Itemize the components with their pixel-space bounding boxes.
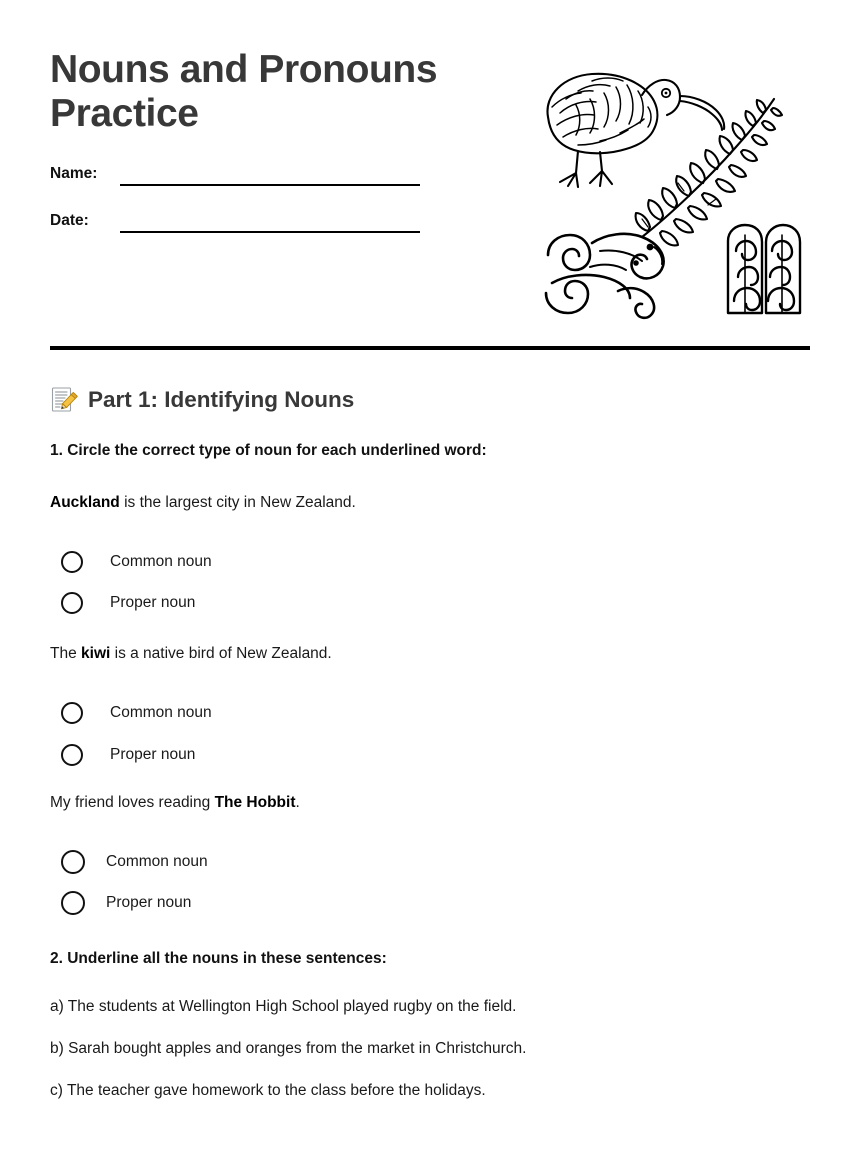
option-label-proper-1: Proper noun: [110, 594, 196, 611]
underline-sentence-c[interactable]: c) The teacher gave homework to the class before the holidays.: [50, 1082, 486, 1099]
date-input-line[interactable]: [120, 211, 420, 233]
underlined-word-3: The Hobbit: [214, 794, 296, 811]
option-row-proper-2[interactable]: [50, 744, 810, 766]
new-zealand-illustration: [530, 55, 820, 320]
memo-icon: [50, 386, 78, 414]
underlined-word-1: Auckland: [50, 494, 120, 511]
question-item-1: [50, 492, 810, 614]
radio-proper-noun-3[interactable]: [61, 891, 85, 915]
page-title: Nouns and Pronouns Practice: [50, 48, 438, 136]
underlined-word-2: kiwi: [81, 645, 111, 662]
question-1-sentence: [50, 492, 810, 514]
option-row-common-1[interactable]: [50, 551, 810, 573]
question-2-prompt: 2. Underline all the nouns in these sentences:: [50, 950, 387, 967]
sentence-tail-2: is a native bird of New Zealand.: [110, 645, 332, 662]
worksheet-page: [50, 0, 810, 1099]
option-label-proper-3: Proper noun: [106, 894, 192, 911]
option-row-common-2[interactable]: [50, 702, 810, 724]
sentence-tail-3: .: [295, 794, 300, 811]
question-1-options: [50, 551, 810, 614]
option-label-common-3: Common noun: [106, 853, 208, 870]
question-3-options: [50, 850, 810, 915]
question-3-sentence: [50, 792, 810, 814]
sentence-lead-3: My friend loves reading: [50, 794, 215, 811]
koru-pattern-left-icon: [546, 234, 664, 318]
radio-proper-noun-2[interactable]: [61, 744, 83, 766]
date-field-row: [50, 211, 430, 233]
radio-common-noun-2[interactable]: [61, 702, 83, 724]
option-label-common-2: Common noun: [110, 704, 212, 721]
underline-sentence-b[interactable]: b) Sarah bought apples and oranges from the market in Christchurch.: [50, 1040, 527, 1057]
option-row-proper-3[interactable]: [50, 891, 810, 915]
option-label-proper-2: Proper noun: [110, 746, 196, 763]
name-label: Name:: [50, 165, 98, 182]
name-field-row: [50, 164, 430, 186]
koru-pattern-right-icon: [728, 225, 800, 313]
question-1-prompt: 1. Circle the correct type of noun for each underlined word:: [50, 442, 487, 459]
part-1-heading: [50, 386, 354, 414]
sentence-lead-2: The: [50, 645, 82, 662]
underline-sentence-a[interactable]: a) The students at Wellington High School played rugby on the field.: [50, 998, 517, 1015]
radio-proper-noun-1[interactable]: [61, 592, 83, 614]
worksheet-header: [50, 0, 810, 345]
radio-common-noun-1[interactable]: [61, 551, 83, 573]
radio-common-noun-3[interactable]: [61, 850, 85, 874]
question-item-3: [50, 792, 810, 915]
worksheet-content: [50, 440, 810, 1122]
part-1-heading-label: Part 1: Identifying Nouns: [88, 387, 355, 412]
option-row-proper-1[interactable]: [50, 592, 810, 614]
option-row-common-3[interactable]: [50, 850, 810, 874]
name-input-line[interactable]: [120, 164, 420, 186]
question-item-2: [50, 643, 810, 766]
date-label: Date:: [50, 212, 89, 229]
kiwi-bird-icon: [547, 74, 724, 187]
option-label-common-1: Common noun: [110, 553, 212, 570]
question-2-sentence: [50, 643, 810, 665]
question-2-options: [50, 702, 810, 766]
sentence-tail-1: is the largest city in New Zealand.: [119, 494, 356, 511]
header-divider: [50, 346, 810, 350]
